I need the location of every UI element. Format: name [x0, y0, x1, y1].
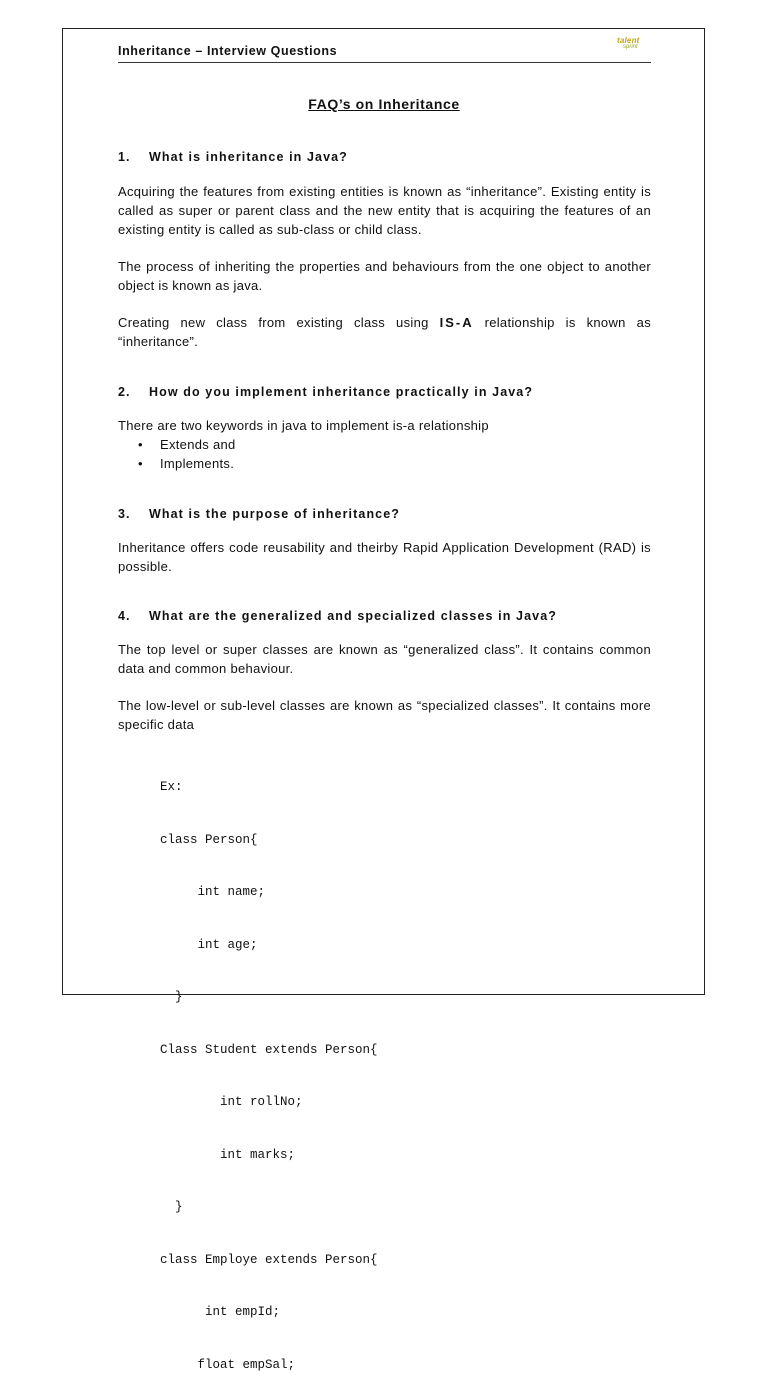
answer-paragraph: Acquiring the features from existing entities is known as “inheritance”. Existing entity is called as super or parent class and the new entity that is acquiring the features of an existing entity is called as sub-class or child class.	[118, 184, 651, 237]
logo-text-bottom: sprint	[623, 44, 638, 50]
question-2	[118, 385, 651, 399]
code-line: }	[160, 1200, 183, 1214]
document-title	[0, 96, 768, 112]
list-item-text: Implements.	[160, 456, 235, 471]
code-line: class Employe extends Person{	[160, 1252, 378, 1267]
answer-paragraph: There are two keywords in java to implement is-a relationship	[118, 418, 489, 433]
logo-text-top: talent	[617, 36, 640, 45]
question-text: What is inheritance in Java?	[149, 150, 348, 164]
code-line: int rollNo;	[160, 1095, 303, 1109]
answer-paragraph: The top level or super classes are known as “generalized class”. It contains common data and common behaviour.	[118, 642, 651, 676]
question-number: 3.	[118, 507, 131, 521]
question-4	[118, 609, 651, 623]
code-line: int marks;	[160, 1147, 296, 1162]
code-line: int name;	[160, 885, 266, 899]
code-line: Ex:	[160, 780, 183, 794]
isa-paragraph	[118, 313, 651, 351]
code-line: }	[160, 990, 183, 1004]
code-example	[160, 744, 378, 1392]
bullet-icon: •	[138, 456, 143, 471]
isa-text-after: relationship is known as “inheritance”.	[118, 315, 651, 349]
question-text: How do you implement inheritance practically in Java?	[149, 385, 534, 399]
isa-bold: IS-A	[439, 315, 474, 330]
isa-text-before: Creating new class from existing class using	[118, 315, 440, 330]
question-3	[118, 507, 651, 521]
code-line: Class Student extends Person{	[160, 1042, 378, 1057]
question-number: 2.	[118, 385, 131, 399]
answer-paragraph: The process of inheriting the properties and behaviours from the one object to another object is known as java.	[118, 259, 651, 293]
code-line: float empSal;	[160, 1357, 296, 1372]
answer-paragraph: Inheritance offers code reusability and theirby Rapid Application Development (RAD) is possible.	[118, 540, 651, 574]
header-title: Inheritance – Interview Questions	[118, 44, 338, 58]
question-text: What is the purpose of inheritance?	[149, 507, 401, 521]
question-text: What are the generalized and specialized classes in Java?	[149, 609, 557, 623]
list-item-text: Extends and	[160, 437, 236, 452]
code-line: int empId;	[160, 1305, 281, 1319]
answer-paragraph: The low-level or sub-level classes are known as “specialized classes”. It contains more specific data	[118, 698, 651, 732]
page-header	[118, 36, 651, 64]
header-rule	[118, 62, 651, 63]
question-number: 4.	[118, 609, 131, 623]
code-line: class Person{	[160, 832, 258, 847]
bullet-icon: •	[138, 437, 143, 452]
document-title-text: FAQ’s on Inheritance	[308, 96, 460, 112]
talentsprint-logo	[614, 36, 648, 58]
code-line: int age;	[160, 937, 258, 952]
question-number: 1.	[118, 150, 131, 164]
question-1	[118, 150, 651, 164]
